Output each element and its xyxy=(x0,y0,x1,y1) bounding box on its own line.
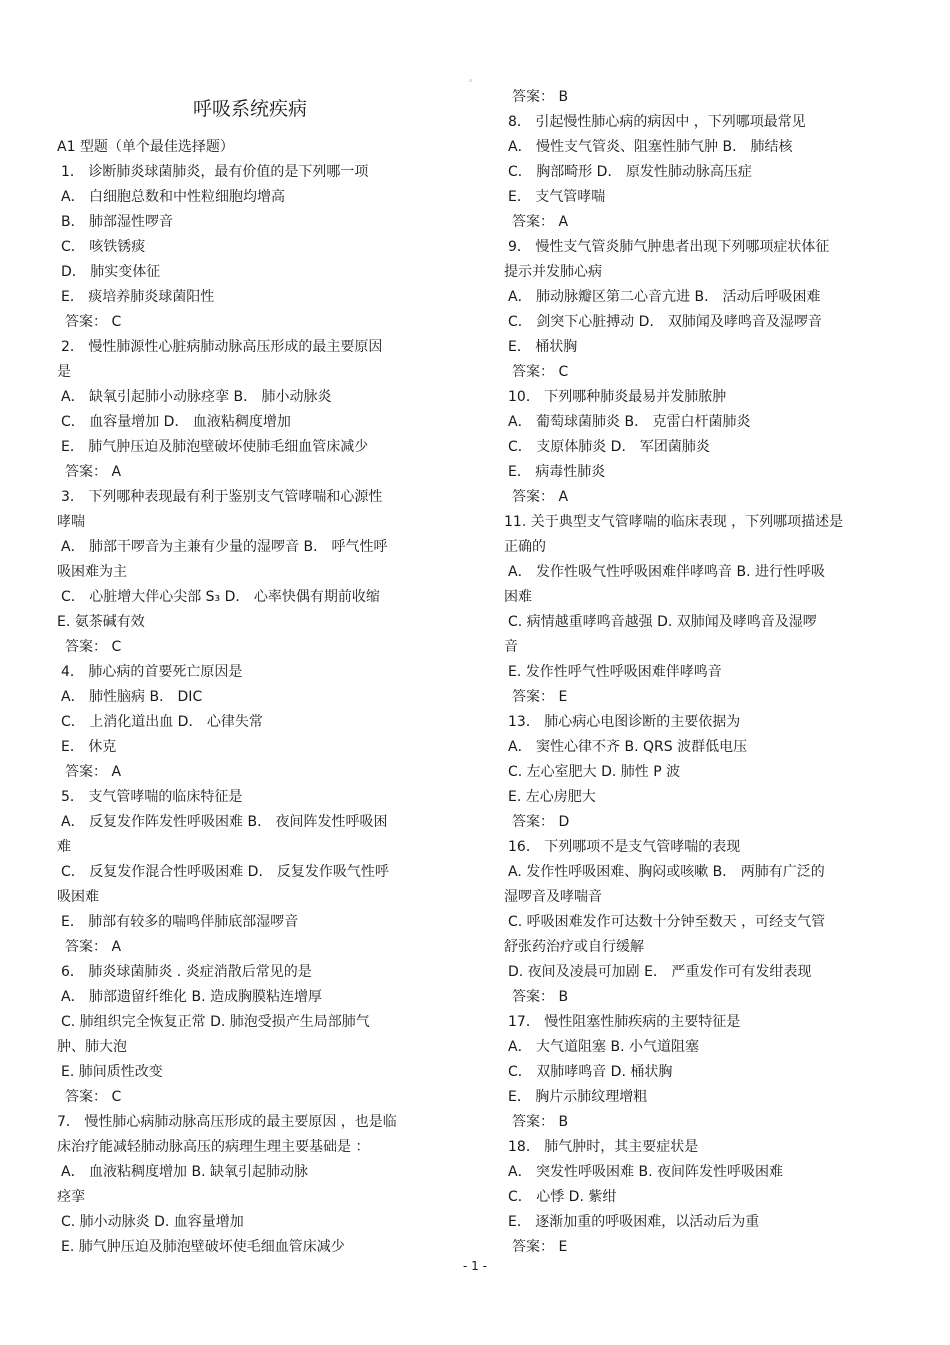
text-line: 吸困难 xyxy=(57,889,99,905)
text-line: 16． 下列哪项不是支气管哮喘的表现 xyxy=(508,839,741,855)
text-line: 床治疗能减轻肺动脉高压的病理生理主要基础是 ： xyxy=(57,1139,370,1155)
text-line: A． 反复发作阵发性呼吸困难 B． 夜间阵发性呼吸困 xyxy=(61,814,388,830)
text-line: C. 病情越重哮鸣音越强 D. 双肺闻及哮鸣音及湿啰 xyxy=(508,614,817,630)
text-line: 8． 引起慢性肺心病的病因中 ，下列哪项最常见 xyxy=(508,114,806,130)
text-line: 音 xyxy=(504,639,518,655)
text-line: 答案： B xyxy=(512,989,569,1005)
text-line: 舒张药治疗或自行缓解 xyxy=(504,939,644,955)
text-line: B． 肺部湿性啰音 xyxy=(61,214,174,230)
text-line: 困难 xyxy=(504,589,532,605)
text-line: C． 心脏增大伴心尖部 S₃ D． 心率快偶有期前收缩 xyxy=(61,589,380,605)
text-line: C. 肺组织完全恢复正常 D. 肺泡受损产生局部肺气 xyxy=(61,1014,370,1030)
text-line: E. 发作性呼气性呼吸困难伴哮鸣音 xyxy=(508,664,722,680)
page-number: - 1 - xyxy=(463,1259,487,1273)
text-line: 10． 下列哪种肺炎最易并发肺脓肿 xyxy=(508,389,727,405)
text-line: 答案： C xyxy=(65,1089,122,1105)
text-line: A． 窦性心律不齐 B. QRS 波群低电压 xyxy=(508,739,748,755)
page-title: 呼吸系统疾病 xyxy=(192,98,307,120)
text-line: 答案： E xyxy=(512,689,568,705)
text-line: C. 呼吸困难发作可达数十分钟至数天 ，可经支气管 xyxy=(508,914,826,930)
text-line: 哮喘 xyxy=(57,514,85,530)
text-line: 答案： E xyxy=(512,1239,568,1255)
text-line: E． 桶状胸 xyxy=(508,339,578,355)
text-line: E． 支气管哮喘 xyxy=(508,189,606,205)
text-line: E． 肺气肿压迫及肺泡壁破坏使肺毛细血管床减少 xyxy=(61,439,369,455)
text-line: 答案： D xyxy=(512,814,570,830)
text-line: E. 氨茶碱有效 xyxy=(57,614,145,630)
text-line: A． 慢性支气管炎、阻塞性肺气肿 B． 肺结核 xyxy=(508,139,793,155)
text-line: A． 肺部遗留纤维化 B. 造成胸膜粘连增厚 xyxy=(61,989,322,1005)
text-line: 答案： C xyxy=(65,314,122,330)
text-line: 湿啰音及哮喘音 xyxy=(504,889,602,905)
text-line: D． 肺实变体征 xyxy=(61,264,161,280)
text-line: C． 支原体肺炎 D． 军团菌肺炎 xyxy=(508,439,710,455)
text-line: C． 上消化道出血 D． 心律失常 xyxy=(61,714,263,730)
text-line: A. 发作性呼吸困难、胸闷或咳嗽 B． 两肺有广泛的 xyxy=(508,864,825,880)
text-line: E． 肺部有较多的喘鸣伴肺底部湿啰音 xyxy=(61,914,299,930)
text-line: 3． 下列哪种表现最有利于鉴别支气管哮喘和心源性 xyxy=(61,489,383,505)
text-line: 提示并发肺心病 xyxy=(504,264,602,280)
text-line: 答案： A xyxy=(512,489,569,505)
text-line: 9． 慢性支气管炎肺气肿患者出现下列哪项症状体征 xyxy=(508,239,830,255)
text-line: A． 肺部干啰音为主兼有少量的湿啰音 B． 呼气性呼 xyxy=(61,539,388,555)
text-line: E. 肺气肿压迫及肺泡壁破坏使毛细血管床减少 xyxy=(61,1239,345,1255)
text-line: C． 心悸 D. 紫绀 xyxy=(508,1189,617,1205)
text-line: 答案： A xyxy=(65,939,122,955)
text-line: 7． 慢性肺心病肺动脉高压形成的最主要原因 ，也是临 xyxy=(57,1114,397,1130)
text-line: E． 休克 xyxy=(61,739,117,755)
text-line: 6． 肺炎球菌肺炎 . 炎症消散后常见的是 xyxy=(61,964,312,980)
text-line: E． 痰培养肺炎球菌阳性 xyxy=(61,289,215,305)
text-line: 11. 关于典型支气管哮喘的临床表现 ，下列哪项描述是 xyxy=(504,514,844,530)
text-line: 答案： C xyxy=(65,639,122,655)
text-line: A． 大气道阻塞 B. 小气道阻塞 xyxy=(508,1039,699,1055)
text-line: 吸困难为主 xyxy=(57,564,127,580)
text-line: C. 左心室肥大 D. 肺性 P 波 xyxy=(508,764,681,780)
text-line: A． 血液粘稠度增加 B. 缺氧引起肺动脉 xyxy=(61,1164,308,1180)
text-line: E. 肺间质性改变 xyxy=(61,1064,163,1080)
text-line: E． 胸片示肺纹理增粗 xyxy=(508,1089,648,1105)
text-line: 答案： C xyxy=(512,364,569,380)
text-line: 答案： A xyxy=(65,764,122,780)
text-line: A． 发作性吸气性呼吸困难伴哮鸣音 B. 进行性呼吸 xyxy=(508,564,825,580)
text-line: 是 xyxy=(57,364,71,380)
text-line: 13． 肺心病心电图诊断的主要依据为 xyxy=(508,714,741,730)
text-line: 肿、肺大泡 xyxy=(57,1039,127,1055)
text-line: 痉挛 xyxy=(57,1189,85,1205)
text-line: A1 型题（单个最佳选择题） xyxy=(57,139,234,155)
top-mark: 。 xyxy=(469,74,479,84)
text-line: A． 缺氧引起肺小动脉痉挛 B． 肺小动脉炎 xyxy=(61,389,332,405)
text-line: A． 肺性脑病 B． DIC xyxy=(61,689,203,705)
text-line: 正确的 xyxy=(504,539,546,555)
text-line: 难 xyxy=(57,839,71,855)
text-line: A． 突发性呼吸困难 B. 夜间阵发性呼吸困难 xyxy=(508,1164,783,1180)
text-line: 1． 诊断肺炎球菌肺炎，最有价值的是下列哪一项 xyxy=(61,164,369,180)
text-line: C． 咳铁锈痰 xyxy=(61,239,146,255)
text-line: 答案： A xyxy=(512,214,569,230)
text-line: C. 肺小动脉炎 D. 血容量增加 xyxy=(61,1214,244,1230)
text-line: 17． 慢性阻塞性肺疾病的主要特征是 xyxy=(508,1014,741,1030)
text-line: C． 双肺哮鸣音 D. 桶状胸 xyxy=(508,1064,673,1080)
text-line: C． 反复发作混合性呼吸困难 D． 反复发作吸气性呼 xyxy=(61,864,389,880)
text-line: E． 病毒性肺炎 xyxy=(508,464,606,480)
text-line: C． 胸部畸形 D． 原发性肺动脉高压症 xyxy=(508,164,752,180)
text-line: 18． 肺气肿时，其主要症状是 xyxy=(508,1139,699,1155)
text-line: C． 血容量增加 D． 血液粘稠度增加 xyxy=(61,414,291,430)
text-line: 答案： A xyxy=(65,464,122,480)
text-line: A． 葡萄球菌肺炎 B． 克雷白杆菌肺炎 xyxy=(508,414,751,430)
text-line: 答案： B xyxy=(512,89,569,105)
text-line: E． 逐渐加重的呼吸困难，以活动后为重 xyxy=(508,1214,760,1230)
text-line: 5． 支气管哮喘的临床特征是 xyxy=(61,789,243,805)
text-line: D. 夜间及凌晨可加剧 E． 严重发作可有发绀表现 xyxy=(508,964,812,980)
text-line: 4． 肺心病的首要死亡原因是 xyxy=(61,664,243,680)
text-line: A． 肺动脉瓣区第二心音亢进 B． 活动后呼吸困难 xyxy=(508,289,821,305)
text-line: 2． 慢性肺源性心脏病肺动脉高压形成的最主要原因 xyxy=(61,339,383,355)
text-line: C． 剑突下心脏搏动 D． 双肺闻及哮鸣音及湿啰音 xyxy=(508,314,822,330)
text-line: A． 白细胞总数和中性粒细胞均增高 xyxy=(61,189,286,205)
text-line: 答案： B xyxy=(512,1114,569,1130)
text-line: E. 左心房肥大 xyxy=(508,789,596,805)
